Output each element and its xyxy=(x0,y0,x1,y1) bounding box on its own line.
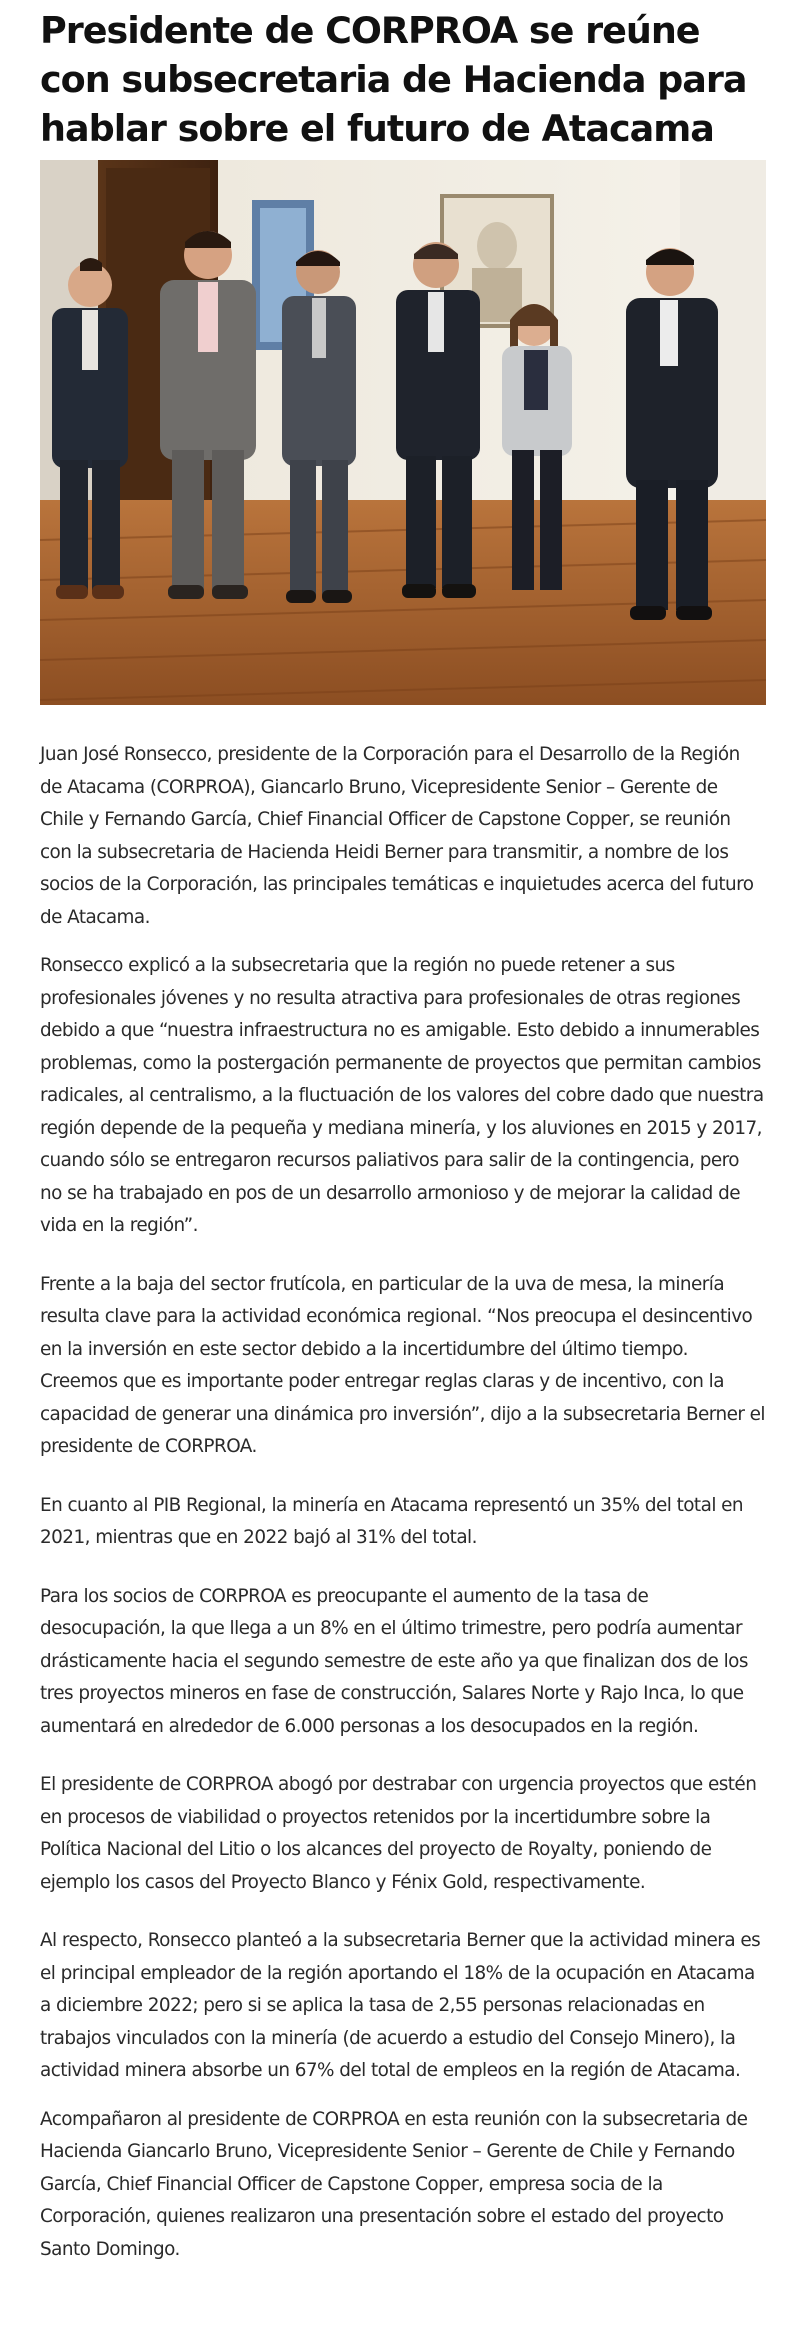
paragraph: Ronsecco explicó a la subsecretaria que la región no puede retener a sus profesionales jóvenes y no resulta atractiva para profesionales de otras regiones debido a que “nuestra infraestructura no es amigable. Esto debido a innumerables problemas, como la postergación permanente de proyectos que permitan cambios radicales, al centralismo, a la fluctuación de los valores del cobre dado que nuestra región depende de la pequeña y mediana minería, y los aluviones en 2015 y 2017, cuando sólo se entregaron recursos paliativos para salir de la contingencia, pero no se ha trabajado en pos de un desarrollo armonioso y de mejorar la calidad de vida en la región”. xyxy=(40,955,764,1236)
paragraph: Al respecto, Ronsecco planteó a la subsecretaria Berner que la actividad minera es el principal empleador de la región aportando el 18% de la ocupación en Atacama a diciembre 2022; pero si se aplica la tasa de 2,55 personas relacionadas en trabajos vinculados con la minería (de acuerdo a estudio del Consejo Minero), la actividad minera absorbe un 67% del total de empleos en la región de Atacama. xyxy=(40,1930,761,2081)
paragraph: El presidente de CORPROA abogó por destrabar con urgencia proyectos que estén en procesos de viabilidad o proyectos retenidos por la incertidumbre sobre la Política Nacional del Litio o los alcances del proyecto de Royalty, poniendo de ejemplo los casos del Proyecto Blanco y Fénix Gold, respectivamente. xyxy=(40,1774,757,1893)
group-photo xyxy=(40,160,766,705)
article-body xyxy=(40,739,766,2266)
article-title: Presidente de CORPROA se reúne con subsecretaria de Hacienda para hablar sobre el futuro de Atacama xyxy=(40,9,747,150)
paragraph: Juan José Ronsecco, presidente de la Corporación para el Desarrollo de la Región de Atacama (CORPROA), Giancarlo Bruno, Vicepresidente Senior – Gerente de Chile y Fernando García, Chief Financial Officer de Capstone Copper, se reunión con la subsecretaria de Hacienda Heidi Berner para transmitir, a nombre de los socios de la Corporación, las principales temáticas e inquietudes acerca del futuro de Atacama. xyxy=(40,744,754,928)
paragraph: Frente a la baja del sector frutícola, en particular de la uva de mesa, la minería resulta clave para la actividad económica regional. “Nos preocupa el desincentivo en la inversión en este sector debido a la incertidumbre del último tiempo. Creemos que es importante poder entregar reglas claras y de incentivo, con la capacidad de generar una dinámica pro inversión”, dijo a la subsecretaria Berner el presidente de CORPROA. xyxy=(40,1273,765,1457)
paragraph: En cuanto al PIB Regional, la minería en Atacama representó un 35% del total en 2021, mientras que en 2022 bajó al 31% del total. xyxy=(40,1494,744,1548)
paragraph: Para los socios de CORPROA es preocupante el aumento de la tasa de desocupación, la que llega a un 8% en el último trimestre, pero podría aumentar drásticamente hacia el segundo semestre de este año ya que finalizan dos de los tres proyectos mineros en fase de construcción, Salares Norte y Rajo Inca, lo que aumentará en alrededor de 6.000 personas a los desocupados en la región. xyxy=(40,1585,748,1737)
paragraph: Acompañaron al presidente de CORPROA en esta reunión con la subsecretaria de Hacienda Giancarlo Bruno, Vicepresidente Senior – Gerente de Chile y Fernando García, Chief Financial Officer de Capstone Copper, empresa socia de la Corporación, quienes realizaron una presentación sobre el estado del proyecto Santo Domingo. xyxy=(40,2108,748,2260)
article xyxy=(40,0,766,2282)
